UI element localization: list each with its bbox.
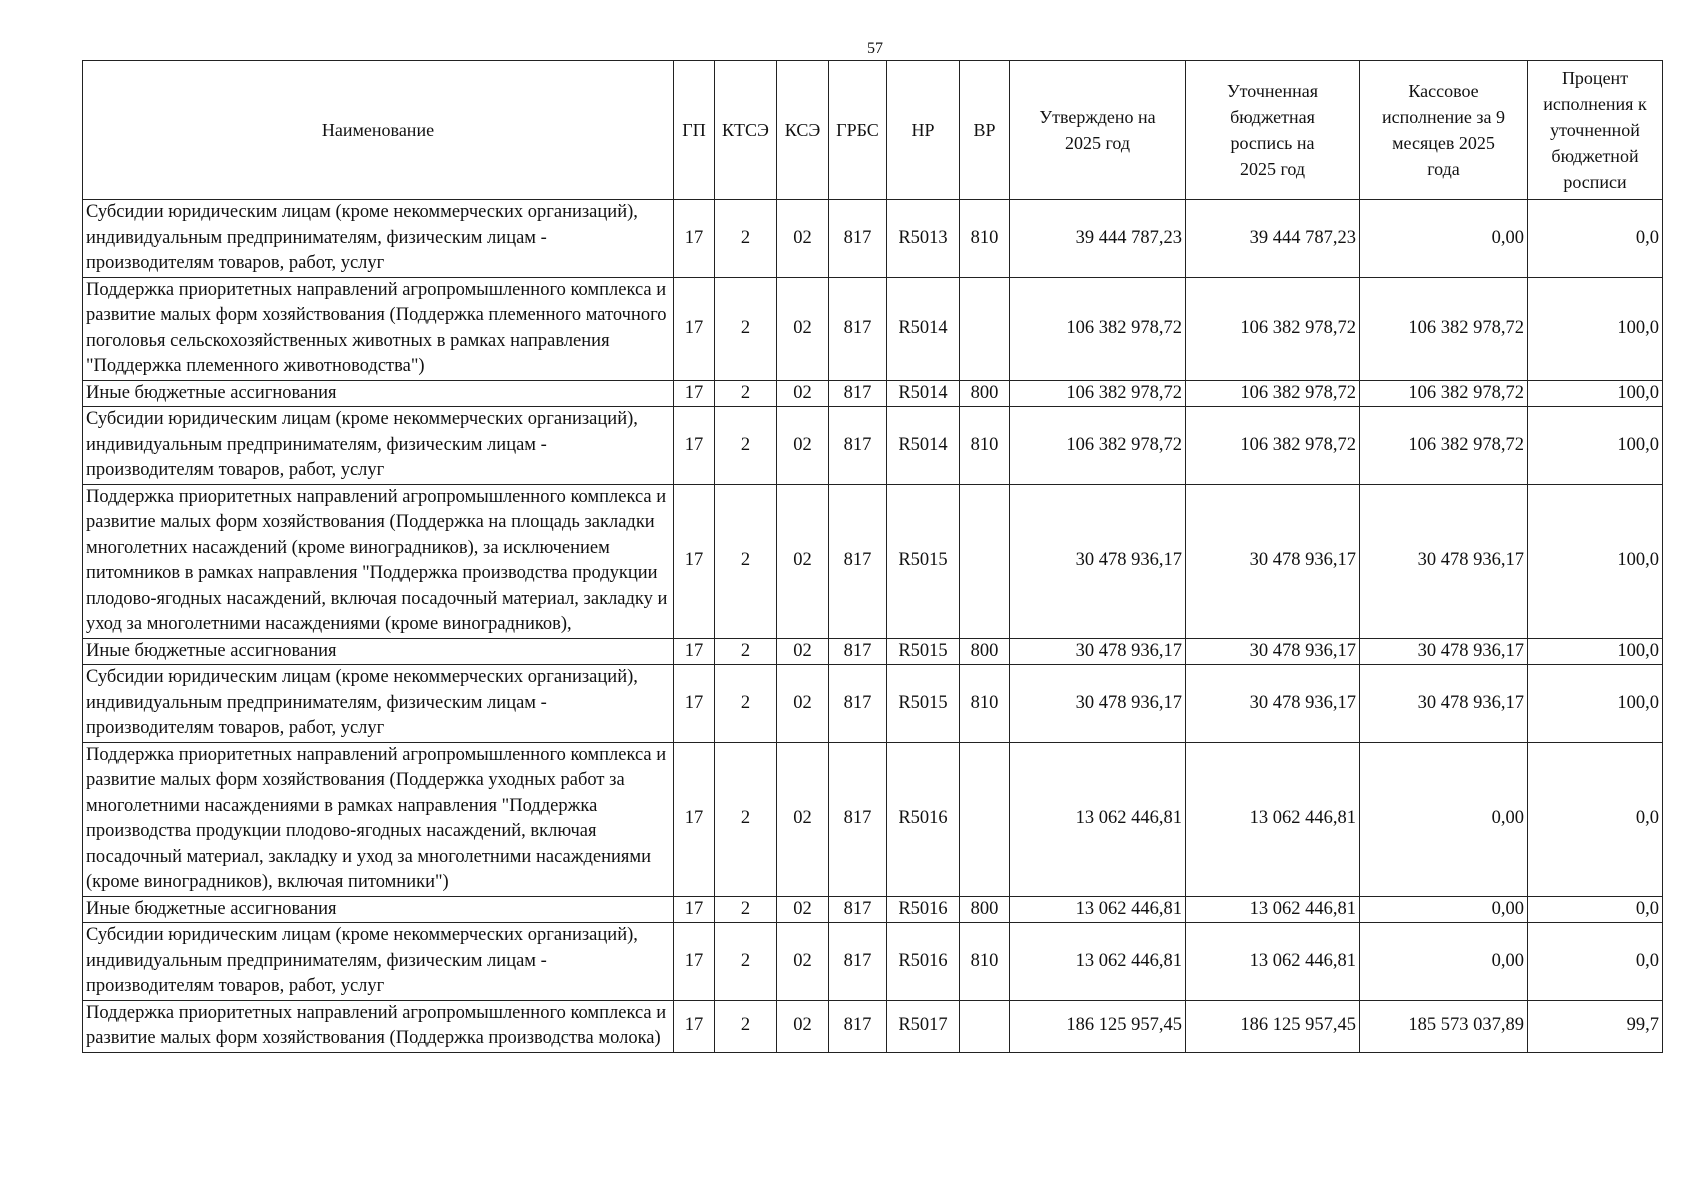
cell-vr [960,277,1010,380]
cell-kse: 02 [777,923,829,1001]
cell-gp: 17 [674,638,715,665]
cell-refined: 186 125 957,45 [1186,1000,1360,1052]
cell-approved: 30 478 936,17 [1010,665,1186,743]
cell-approved: 13 062 446,81 [1010,896,1186,923]
cell-percent: 100,0 [1528,638,1663,665]
cell-nr: R5014 [887,407,960,485]
header-kse: КСЭ [777,61,829,200]
cell-name: Субсидии юридическим лицам (кроме некоммерческих организаций), индивидуальным предпринимателям, физическим лицам - производителям товаров, работ, услуг [83,200,674,278]
cell-grbs: 817 [829,742,887,896]
cell-refined: 13 062 446,81 [1186,896,1360,923]
cell-percent: 100,0 [1528,665,1663,743]
cell-kse: 02 [777,665,829,743]
cell-cash: 30 478 936,17 [1360,484,1528,638]
cell-nr: R5015 [887,484,960,638]
cell-nr: R5014 [887,277,960,380]
cell-refined: 30 478 936,17 [1186,665,1360,743]
cell-cash: 0,00 [1360,742,1528,896]
cell-refined: 106 382 978,72 [1186,277,1360,380]
cell-percent: 100,0 [1528,407,1663,485]
cell-approved: 13 062 446,81 [1010,923,1186,1001]
cell-kse: 02 [777,200,829,278]
cell-grbs: 817 [829,380,887,407]
cell-nr: R5015 [887,665,960,743]
cell-cash: 0,00 [1360,896,1528,923]
cell-nr: R5013 [887,200,960,278]
cell-vr [960,742,1010,896]
table-row [83,380,1663,407]
cell-kse: 02 [777,896,829,923]
cell-name: Иные бюджетные ассигнования [83,380,674,407]
cell-refined: 30 478 936,17 [1186,484,1360,638]
cell-gp: 17 [674,1000,715,1052]
cell-gp: 17 [674,923,715,1001]
cell-kse: 02 [777,407,829,485]
table-row [83,742,1663,896]
cell-percent: 100,0 [1528,380,1663,407]
cell-vr: 810 [960,200,1010,278]
cell-cash: 0,00 [1360,923,1528,1001]
cell-kse: 02 [777,742,829,896]
cell-refined: 106 382 978,72 [1186,407,1360,485]
table-row [83,923,1663,1001]
cell-name: Субсидии юридическим лицам (кроме некоммерческих организаций), индивидуальным предпринимателям, физическим лицам - производителям товаров, работ, услуг [83,407,674,485]
header-cash: Кассовое исполнение за 9 месяцев 2025 года [1360,61,1528,200]
cell-ktse: 2 [715,407,777,485]
cell-vr: 810 [960,665,1010,743]
table-body [83,200,1663,1053]
cell-cash: 106 382 978,72 [1360,407,1528,485]
table-row [83,896,1663,923]
header-grbs: ГРБС [829,61,887,200]
cell-grbs: 817 [829,638,887,665]
cell-percent: 0,0 [1528,742,1663,896]
header-name: Наименование [83,61,674,200]
cell-ktse: 2 [715,200,777,278]
table-row [83,1000,1663,1052]
cell-vr: 800 [960,638,1010,665]
cell-grbs: 817 [829,1000,887,1052]
cell-name: Субсидии юридическим лицам (кроме некоммерческих организаций), индивидуальным предпринимателям, физическим лицам - производителям товаров, работ, услуг [83,923,674,1001]
cell-cash: 106 382 978,72 [1360,277,1528,380]
cell-grbs: 817 [829,200,887,278]
cell-cash: 185 573 037,89 [1360,1000,1528,1052]
cell-vr [960,1000,1010,1052]
cell-refined: 39 444 787,23 [1186,200,1360,278]
cell-ktse: 2 [715,923,777,1001]
cell-name: Поддержка приоритетных направлений агропромышленного комплекса и развитие малых форм хозяйствования (Поддержка производства молока) [83,1000,674,1052]
cell-kse: 02 [777,1000,829,1052]
cell-gp: 17 [674,277,715,380]
cell-approved: 106 382 978,72 [1010,277,1186,380]
header-vr: ВР [960,61,1010,200]
cell-percent: 0,0 [1528,896,1663,923]
table-row [83,638,1663,665]
cell-kse: 02 [777,638,829,665]
cell-nr: R5016 [887,742,960,896]
header-refined: Уточненная бюджетная роспись на 2025 год [1186,61,1360,200]
cell-name: Субсидии юридическим лицам (кроме некоммерческих организаций), индивидуальным предпринимателям, физическим лицам - производителям товаров, работ, услуг [83,665,674,743]
cell-approved: 13 062 446,81 [1010,742,1186,896]
cell-ktse: 2 [715,484,777,638]
cell-grbs: 817 [829,277,887,380]
cell-name: Поддержка приоритетных направлений агропромышленного комплекса и развитие малых форм хозяйствования (Поддержка на площадь закладки многолетних насаждений (кроме виноградников), за исключением питомников в рамках направления "Поддержка производства продукции плодово-ягодных насаждений, включая посадочный материал, закладку и уход за многолетними насаждениями (кроме виноградников), [83,484,674,638]
cell-name: Поддержка приоритетных направлений агропромышленного комплекса и развитие малых форм хозяйствования (Поддержка уходных работ за многолетними насаждениями в рамках направления "Поддержка производства продукции плодово-ягодных насаждений, включая посадочный материал, закладку и уход за многолетними насаждениями (кроме виноградников), включая питомники") [83,742,674,896]
cell-cash: 0,00 [1360,200,1528,278]
header-approved: Утверждено на 2025 год [1010,61,1186,200]
cell-percent: 0,0 [1528,923,1663,1001]
cell-vr: 800 [960,380,1010,407]
cell-nr: R5014 [887,380,960,407]
cell-grbs: 817 [829,407,887,485]
cell-approved: 30 478 936,17 [1010,484,1186,638]
cell-gp: 17 [674,742,715,896]
cell-ktse: 2 [715,742,777,896]
header-percent: Процент исполнения к уточненной бюджетной росписи [1528,61,1663,200]
cell-name: Иные бюджетные ассигнования [83,638,674,665]
cell-nr: R5016 [887,896,960,923]
cell-ktse: 2 [715,1000,777,1052]
header-gp: ГП [674,61,715,200]
table-row [83,277,1663,380]
cell-approved: 106 382 978,72 [1010,380,1186,407]
cell-name: Поддержка приоритетных направлений агропромышленного комплекса и развитие малых форм хозяйствования (Поддержка племенного маточного поголовья сельскохозяйственных животных в рамках направления "Поддержка племенного животноводства") [83,277,674,380]
cell-gp: 17 [674,665,715,743]
cell-gp: 17 [674,896,715,923]
cell-approved: 39 444 787,23 [1010,200,1186,278]
header-ktse: КТСЭ [715,61,777,200]
cell-cash: 30 478 936,17 [1360,665,1528,743]
cell-kse: 02 [777,484,829,638]
cell-kse: 02 [777,380,829,407]
cell-grbs: 817 [829,665,887,743]
table-header-row [83,61,1663,200]
table-row [83,484,1663,638]
cell-grbs: 817 [829,923,887,1001]
header-nr: НР [887,61,960,200]
cell-grbs: 817 [829,896,887,923]
table-row [83,200,1663,278]
cell-name: Иные бюджетные ассигнования [83,896,674,923]
cell-percent: 0,0 [1528,200,1663,278]
cell-vr: 810 [960,407,1010,485]
cell-percent: 99,7 [1528,1000,1663,1052]
cell-gp: 17 [674,200,715,278]
cell-ktse: 2 [715,896,777,923]
cell-refined: 106 382 978,72 [1186,380,1360,407]
cell-nr: R5016 [887,923,960,1001]
cell-approved: 186 125 957,45 [1010,1000,1186,1052]
page-number: 57 [867,40,883,57]
cell-cash: 106 382 978,72 [1360,380,1528,407]
cell-grbs: 817 [829,484,887,638]
budget-execution-table [82,60,1663,1053]
table-row [83,665,1663,743]
cell-vr: 810 [960,923,1010,1001]
cell-cash: 30 478 936,17 [1360,638,1528,665]
cell-gp: 17 [674,407,715,485]
cell-gp: 17 [674,380,715,407]
cell-vr: 800 [960,896,1010,923]
cell-kse: 02 [777,277,829,380]
cell-refined: 13 062 446,81 [1186,742,1360,896]
table-row [83,407,1663,485]
cell-nr: R5017 [887,1000,960,1052]
cell-percent: 100,0 [1528,277,1663,380]
cell-nr: R5015 [887,638,960,665]
cell-ktse: 2 [715,638,777,665]
cell-refined: 13 062 446,81 [1186,923,1360,1001]
cell-refined: 30 478 936,17 [1186,638,1360,665]
cell-ktse: 2 [715,277,777,380]
cell-approved: 30 478 936,17 [1010,638,1186,665]
cell-approved: 106 382 978,72 [1010,407,1186,485]
cell-vr [960,484,1010,638]
cell-gp: 17 [674,484,715,638]
cell-ktse: 2 [715,665,777,743]
cell-ktse: 2 [715,380,777,407]
cell-percent: 100,0 [1528,484,1663,638]
